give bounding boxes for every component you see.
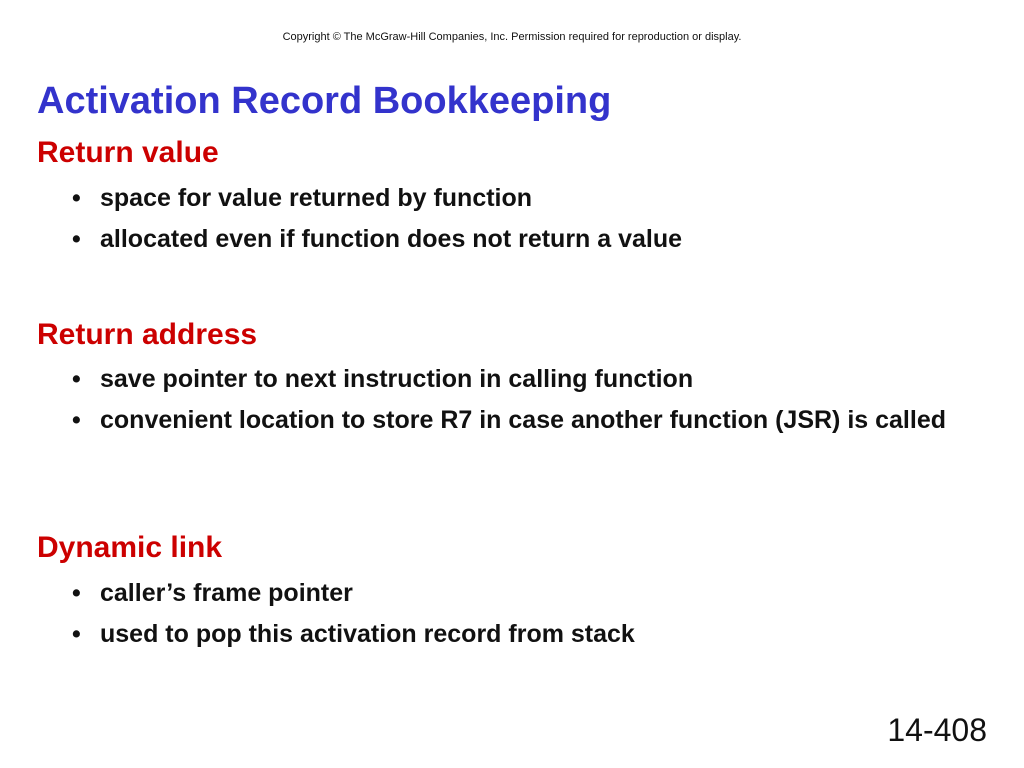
slide-title: Activation Record Bookkeeping — [37, 80, 612, 122]
section-heading-return-value: Return value — [37, 136, 219, 169]
bullet-item: • allocated even if function does not return a value — [72, 223, 972, 256]
bullet-list-return-address — [72, 363, 972, 445]
section-heading-return-address: Return address — [37, 318, 258, 351]
copyright-notice: Copyright © The McGraw-Hill Companies, Inc. Permission required for reproduction or display. — [282, 31, 742, 43]
bullet-item: • caller’s frame pointer — [72, 577, 972, 610]
bullet-list-return-value — [72, 182, 972, 264]
section-heading-dynamic-link: Dynamic link — [37, 531, 223, 564]
bullet-item: • used to pop this activation record from stack — [72, 618, 972, 651]
bullet-item: • space for value returned by function — [72, 182, 972, 215]
bullet-list-dynamic-link — [72, 577, 972, 659]
bullet-item: • save pointer to next instruction in calling function — [72, 363, 972, 396]
bullet-item: • convenient location to store R7 in case another function (JSR) is called — [72, 404, 972, 437]
page-number: 14-408 — [887, 712, 987, 748]
